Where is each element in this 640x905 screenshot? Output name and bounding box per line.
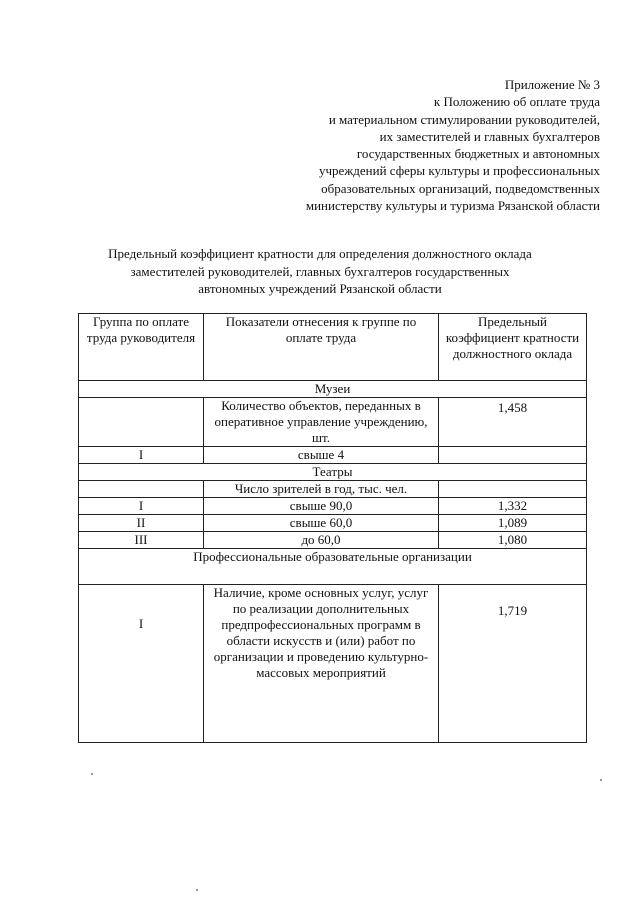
title-line: заместителей руководителей, главных бухгалтеров государственных [130, 263, 510, 279]
appendix-header [180, 76, 600, 214]
coefficient-cell: 1,332 [439, 498, 587, 515]
coefficient-cell: 1,719 [439, 585, 587, 743]
table-row [79, 447, 587, 464]
title-line: Предельный коэффициент кратности для определения должностного оклада [108, 246, 532, 261]
indicator-cell: Количество объектов, переданных в оперативное управление учреждению, шт. [204, 398, 439, 447]
table-row [79, 532, 587, 549]
scan-speck [91, 773, 93, 775]
threshold-cell: до 60,0 [204, 532, 439, 549]
appendix-line: Приложение № 3 [504, 77, 600, 92]
indicator-cell: Число зрителей в год, тыс. чел. [204, 481, 439, 498]
section-row-theaters [79, 464, 587, 481]
indicator-cell: Наличие, кроме основных услуг, услуг по реализации дополнительных предпрофессиональных программ в области искусств и (или) работ по организации и проведению культурно-массовых мероприятий [204, 585, 439, 743]
appendix-line: образовательных организаций, подведомственных [321, 180, 600, 196]
table-row [79, 481, 587, 498]
header-indicator: Показатели отнесения к группе по оплате труда [204, 314, 439, 381]
appendix-line: министерству культуры и туризма Рязанской области [305, 198, 600, 214]
threshold-cell: свыше 90,0 [204, 498, 439, 515]
section-title: Профессиональные образовательные организации [79, 549, 587, 585]
table-header-row [79, 314, 587, 381]
scan-speck [196, 889, 198, 891]
appendix-line: и материальном стимулировании руководителей, [328, 111, 600, 127]
threshold-cell: свыше 4 [204, 447, 439, 464]
group-cell: III [79, 532, 204, 549]
table-row [79, 515, 587, 532]
threshold-cell: свыше 60,0 [204, 515, 439, 532]
header-coefficient: Предельный коэффициент кратности должностного оклада [439, 314, 587, 381]
coefficient-cell: 1,080 [439, 532, 587, 549]
section-row-education [79, 549, 587, 585]
group-cell: II [79, 515, 204, 532]
appendix-line: к Положению об оплате труда [433, 94, 600, 110]
coefficient-cell: 1,089 [439, 515, 587, 532]
table-row [79, 585, 587, 743]
coefficient-cell [439, 447, 587, 464]
document-title [60, 245, 580, 298]
table-row [79, 498, 587, 515]
appendix-line: их заместителей и главных бухгалтеров [379, 128, 600, 144]
coefficient-cell [439, 481, 587, 498]
appendix-line: учреждений сферы культуры и профессиональных [318, 163, 600, 179]
section-title: Музеи [79, 381, 587, 398]
group-cell [79, 398, 204, 447]
section-row-museums [79, 381, 587, 398]
section-title: Театры [79, 464, 587, 481]
header-group: Группа по оплате труда руководителя [79, 314, 204, 381]
group-cell: I [79, 585, 204, 743]
group-cell [79, 481, 204, 498]
scan-speck [600, 779, 602, 781]
table-row [79, 398, 587, 447]
title-line: автономных учреждений Рязанской области [198, 281, 442, 296]
coefficient-table [78, 313, 587, 743]
group-cell: I [79, 498, 204, 515]
coefficient-cell: 1,458 [439, 398, 587, 447]
group-cell: I [79, 447, 204, 464]
appendix-line: государственных бюджетных и автономных [356, 146, 600, 162]
